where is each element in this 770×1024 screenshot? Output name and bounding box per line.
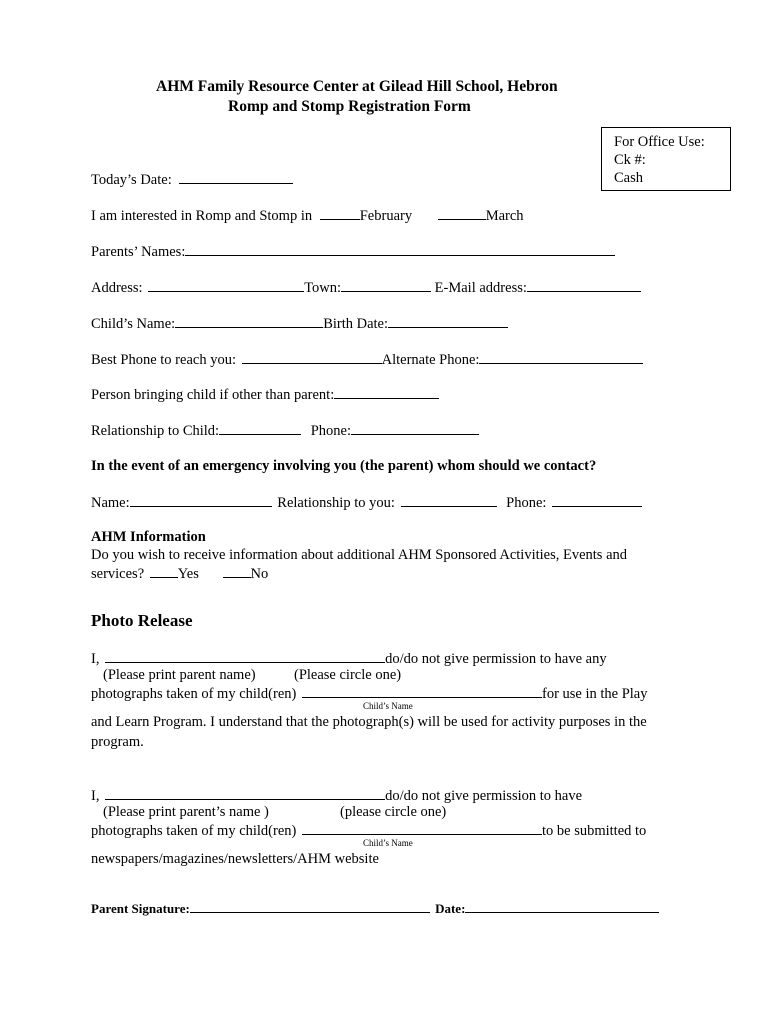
office-use-label: For Office Use: (614, 134, 705, 150)
parents-names-label: Parents’ Names: (91, 244, 186, 260)
parent-signature-label: Parent Signature: (91, 901, 190, 916)
email-blank[interactable] (527, 278, 641, 292)
photo-release-1-circle-one: (Please circle one) (294, 667, 402, 683)
photo-release-2-submitted-to: to be submitted to (541, 823, 647, 839)
emergency-relationship-label: Relationship to you: (277, 495, 395, 511)
interest-row (91, 206, 524, 225)
relationship-to-child-label: Relationship to Child: (91, 423, 220, 439)
photo-release-2-circle-one: (please circle one) (340, 804, 447, 820)
emergency-name-blank[interactable] (130, 493, 272, 507)
todays-date-label: Today’s Date: (91, 172, 172, 188)
ahm-no-blank[interactable] (223, 564, 251, 578)
email-label: E-Mail address: (434, 280, 527, 296)
office-use-box (601, 127, 731, 191)
ahm-yes-blank[interactable] (150, 564, 178, 578)
address-row (91, 278, 641, 297)
signature-date-blank[interactable] (465, 901, 659, 913)
signature-row (91, 901, 659, 917)
photo-release-1-use-in: for use in the Play (541, 686, 648, 702)
best-phone-row (91, 350, 643, 369)
relationship-to-child-blank[interactable] (219, 421, 301, 435)
photo-release-1-permission: do/do not give permission to have any (385, 651, 607, 667)
emergency-question: In the event of an emergency involving you (the parent) whom should we contact? (91, 458, 597, 474)
emergency-name-label: Name: (91, 495, 130, 511)
photo-release-1-print-name: (Please print parent name) (103, 667, 256, 683)
address-blank[interactable] (148, 278, 304, 292)
march-blank[interactable] (438, 206, 486, 220)
photo-release-heading: Photo Release (91, 611, 193, 630)
parents-names-row (91, 242, 615, 261)
ahm-info-question-row (91, 564, 268, 583)
form-title-line2: Romp and Stomp Registration Form (228, 98, 471, 115)
photo-release-2-child-name-blank[interactable] (302, 821, 542, 835)
address-label: Address: (91, 280, 143, 296)
photo-release-2-line4: newspapers/magazines/newsletters/AHM website (91, 851, 379, 867)
town-label: Town: (304, 280, 342, 296)
february-option: February (359, 208, 413, 224)
birth-date-label: Birth Date: (323, 316, 389, 332)
signature-date-label: Date: (435, 901, 466, 916)
person-bringing-label: Person bringing child if other than parent: (91, 387, 335, 403)
person-bringing-blank[interactable] (334, 385, 439, 399)
emergency-row (91, 493, 642, 512)
photo-release-2-print-name: (Please print parent’s name ) (103, 804, 269, 820)
photo-release-2-parent-name-blank[interactable] (105, 786, 385, 800)
childs-name-row (91, 314, 508, 333)
alternate-phone-blank[interactable] (479, 350, 643, 364)
ahm-yes-option: Yes (177, 566, 199, 582)
best-phone-blank[interactable] (242, 350, 382, 364)
emergency-phone-blank[interactable] (552, 493, 642, 507)
todays-date-row (91, 170, 293, 189)
emergency-relationship-blank[interactable] (401, 493, 497, 507)
photo-release-2-photos-taken: photographs taken of my child(ren) (91, 823, 297, 839)
photo-release-1-child-name-blank[interactable] (302, 684, 542, 698)
february-blank[interactable] (320, 206, 360, 220)
parent-signature-blank[interactable] (190, 901, 430, 913)
person-bringing-row (91, 385, 439, 404)
form-title-line1: AHM Family Resource Center at Gilead Hill School, Hebron (156, 78, 558, 95)
photo-release-1-parent-name-blank[interactable] (105, 649, 385, 663)
photo-release-1-photos-taken: photographs taken of my child(ren) (91, 686, 297, 702)
relationship-phone-label: Phone: (310, 423, 351, 439)
childs-name-blank[interactable] (175, 314, 323, 328)
interest-label: I am interested in Romp and Stomp in (91, 208, 313, 224)
photo-release-1-child-name-caption: Child’s Name (363, 701, 413, 711)
ahm-no-option: No (250, 566, 269, 582)
photo-release-2-child-name-caption: Child’s Name (363, 838, 413, 848)
todays-date-blank[interactable] (179, 170, 293, 184)
emergency-phone-label: Phone: (506, 495, 547, 511)
photo-release-1-line5: program. (91, 734, 144, 750)
relationship-phone-blank[interactable] (351, 421, 479, 435)
childs-name-label: Child’s Name: (91, 316, 176, 332)
birth-date-blank[interactable] (388, 314, 508, 328)
town-blank[interactable] (341, 278, 431, 292)
march-option: March (485, 208, 524, 224)
photo-release-1-i: I, (91, 651, 100, 667)
photo-release-2-i: I, (91, 788, 100, 804)
ahm-info-question-line1: Do you wish to receive information about additional AHM Sponsored Activities, Events and (91, 547, 628, 563)
office-cash-label: Cash (614, 170, 643, 186)
photo-release-1-line4: and Learn Program. I understand that the photograph(s) will be used for activity purposes in the (91, 714, 647, 730)
ahm-info-question-line2: services? (91, 566, 145, 582)
parents-names-blank[interactable] (185, 242, 615, 256)
photo-release-2-permission: do/do not give permission to have (385, 788, 583, 804)
office-check-label: Ck #: (614, 152, 646, 168)
ahm-info-heading: AHM Information (91, 529, 206, 545)
best-phone-label: Best Phone to reach you: (91, 352, 236, 368)
alternate-phone-label: Alternate Phone: (381, 352, 480, 368)
relationship-row (91, 421, 479, 440)
